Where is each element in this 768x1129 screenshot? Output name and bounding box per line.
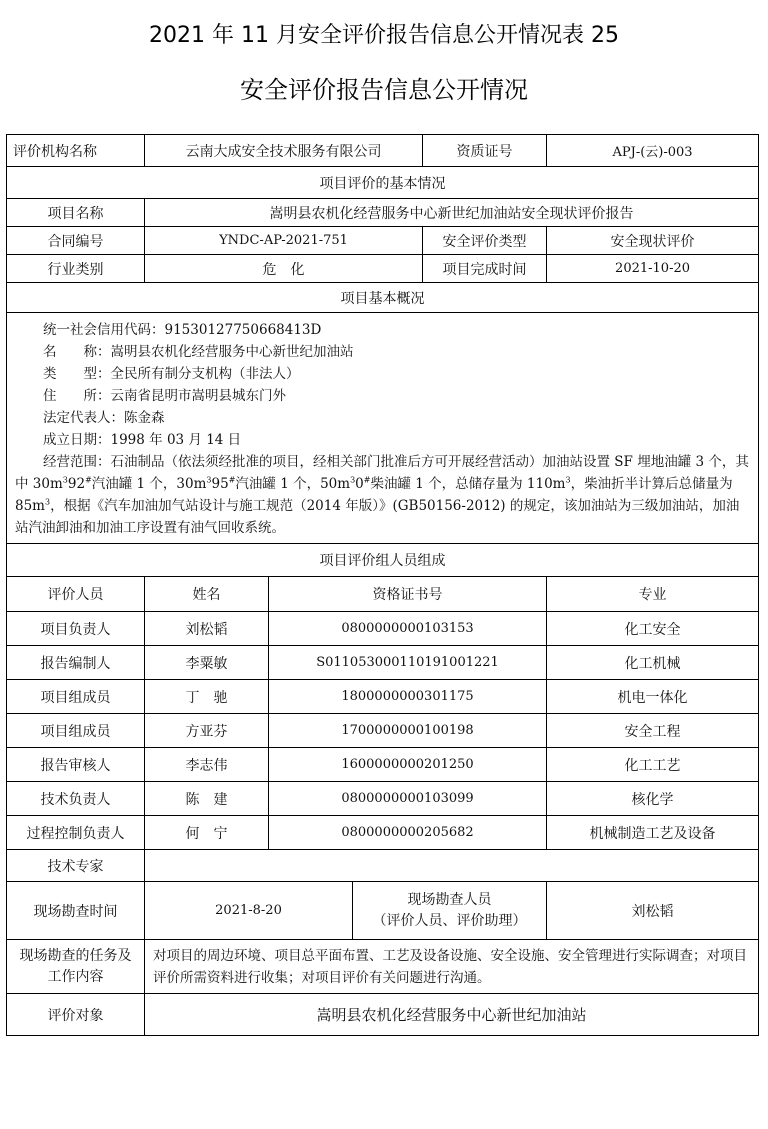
survey-staff-label: 现场勘查人员 （评价人员、评价助理） <box>353 882 547 940</box>
member-name: 丁 驰 <box>145 680 269 714</box>
member-major: 机械制造工艺及设备 <box>547 816 759 850</box>
member-cert: 0800000000103099 <box>269 782 547 816</box>
legal-representative: 法定代表人：陈金森 <box>43 410 165 426</box>
industry-label: 行业类别 <box>7 255 145 283</box>
table-row <box>7 714 759 748</box>
survey-task-label: 现场勘查的任务及工作内容 <box>7 940 145 994</box>
finish-value: 2021-10-20 <box>547 255 759 283</box>
expert-value <box>145 850 759 882</box>
contract-value: YNDC-AP-2021-751 <box>145 227 423 255</box>
company-name: 名 称：嵩明县农机化经营服务中心新世纪加油站 <box>43 344 354 360</box>
founded-date: 成立日期：1998 年 03 月 14 日 <box>43 432 242 448</box>
member-major: 化工工艺 <box>547 748 759 782</box>
document-title: 2021 年 11 月安全评价报告信息公开情况表 25 <box>149 23 619 48</box>
org-row <box>7 135 759 167</box>
eval-type-label: 安全评价类型 <box>423 227 547 255</box>
eval-type-value: 安全现状评价 <box>547 227 759 255</box>
finish-label: 项目完成时间 <box>423 255 547 283</box>
member-cert: 1600000000201250 <box>269 748 547 782</box>
disclosure-table <box>6 134 759 1036</box>
member-major: 化工安全 <box>547 612 759 646</box>
member-name: 刘松韬 <box>145 612 269 646</box>
org-value: 云南大成安全技术服务有限公司 <box>145 135 423 167</box>
team-heading: 项目评价组人员组成 <box>7 544 759 577</box>
member-major: 安全工程 <box>547 714 759 748</box>
table-row <box>7 748 759 782</box>
member-name: 陈 建 <box>145 782 269 816</box>
document-subtitle: 安全评价报告信息公开情况 <box>240 76 528 104</box>
team-header-name: 姓名 <box>145 577 269 612</box>
eval-object-label: 评价对象 <box>7 994 145 1036</box>
team-header-cert: 资格证书号 <box>269 577 547 612</box>
business-scope: 经营范围：石油制品（依法须经批准的项目，经相关部门批准后方可开展经营活动）加油站设置 SF 埋地油罐 3 个，其中 $30m^392^{\#}$汽油罐 1 个，$30m^395^{\#}$汽油罐 1 个，$50m^30^{\#}$柴油罐 1 个，总储存量为 $110m^3$，柴油折半计算后总储量为 $85m^3$，根据《汽车加油加气站设计与施工规范（2014 年版）》(GB50156-2012) 的规定，该加油站为三级加油站，加油站汽油卸油和加油工序设置有油气回收系统。 <box>15 454 749 536</box>
credit-code: 统一社会信用代码：91530127750668413D <box>43 322 322 338</box>
member-role: 报告审核人 <box>7 748 145 782</box>
survey-staff-value: 刘松韬 <box>547 882 759 940</box>
member-cert: 1800000000301175 <box>269 680 547 714</box>
member-name: 方亚芬 <box>145 714 269 748</box>
cert-label: 资质证号 <box>423 135 547 167</box>
expert-label: 技术专家 <box>7 850 145 882</box>
cert-value: APJ-(云)-003 <box>547 135 759 167</box>
survey-time-label: 现场勘查时间 <box>7 882 145 940</box>
company-address: 住 所：云南省昆明市嵩明县城东门外 <box>43 388 286 404</box>
contract-label: 合同编号 <box>7 227 145 255</box>
team-header-role: 评价人员 <box>7 577 145 612</box>
member-role: 项目组成员 <box>7 714 145 748</box>
industry-value: 危 化 <box>145 255 423 283</box>
member-name: 何 宁 <box>145 816 269 850</box>
company-type: 类 型：全民所有制分支机构（非法人） <box>43 366 300 382</box>
member-role: 项目负责人 <box>7 612 145 646</box>
member-major: 化工机械 <box>547 646 759 680</box>
basic-heading: 项目评价的基本情况 <box>7 167 759 199</box>
table-row <box>7 816 759 850</box>
member-name: 李志伟 <box>145 748 269 782</box>
member-role: 报告编制人 <box>7 646 145 680</box>
survey-task-value: 对项目的周边环境、项目总平面布置、工艺及设备设施、安全设施、安全管理进行实际调查；对项目评价所需资料进行收集；对项目评价有关问题进行沟通。 <box>145 940 759 994</box>
table-row <box>7 646 759 680</box>
overview-heading: 项目基本概况 <box>7 283 759 313</box>
member-cert: 0800000000103153 <box>269 612 547 646</box>
member-major: 机电一体化 <box>547 680 759 714</box>
member-cert: S011053000110191001221 <box>269 646 547 680</box>
member-role: 项目组成员 <box>7 680 145 714</box>
member-cert: 1700000000100198 <box>269 714 547 748</box>
project-name-label: 项目名称 <box>7 199 145 227</box>
team-header-major: 专业 <box>547 577 759 612</box>
member-role: 技术负责人 <box>7 782 145 816</box>
eval-object-value: 嵩明县农机化经营服务中心新世纪加油站 <box>145 994 759 1036</box>
member-major: 核化学 <box>547 782 759 816</box>
team-header-row <box>7 577 759 612</box>
survey-time-value: 2021-8-20 <box>145 882 353 940</box>
member-role: 过程控制负责人 <box>7 816 145 850</box>
member-cert: 0800000000205682 <box>269 816 547 850</box>
table-row <box>7 782 759 816</box>
overview-content <box>7 313 759 544</box>
project-name-value: 嵩明县农机化经营服务中心新世纪加油站安全现状评价报告 <box>145 199 759 227</box>
table-row <box>7 680 759 714</box>
org-label: 评价机构名称 <box>7 135 145 167</box>
member-name: 李粟敏 <box>145 646 269 680</box>
table-row <box>7 612 759 646</box>
